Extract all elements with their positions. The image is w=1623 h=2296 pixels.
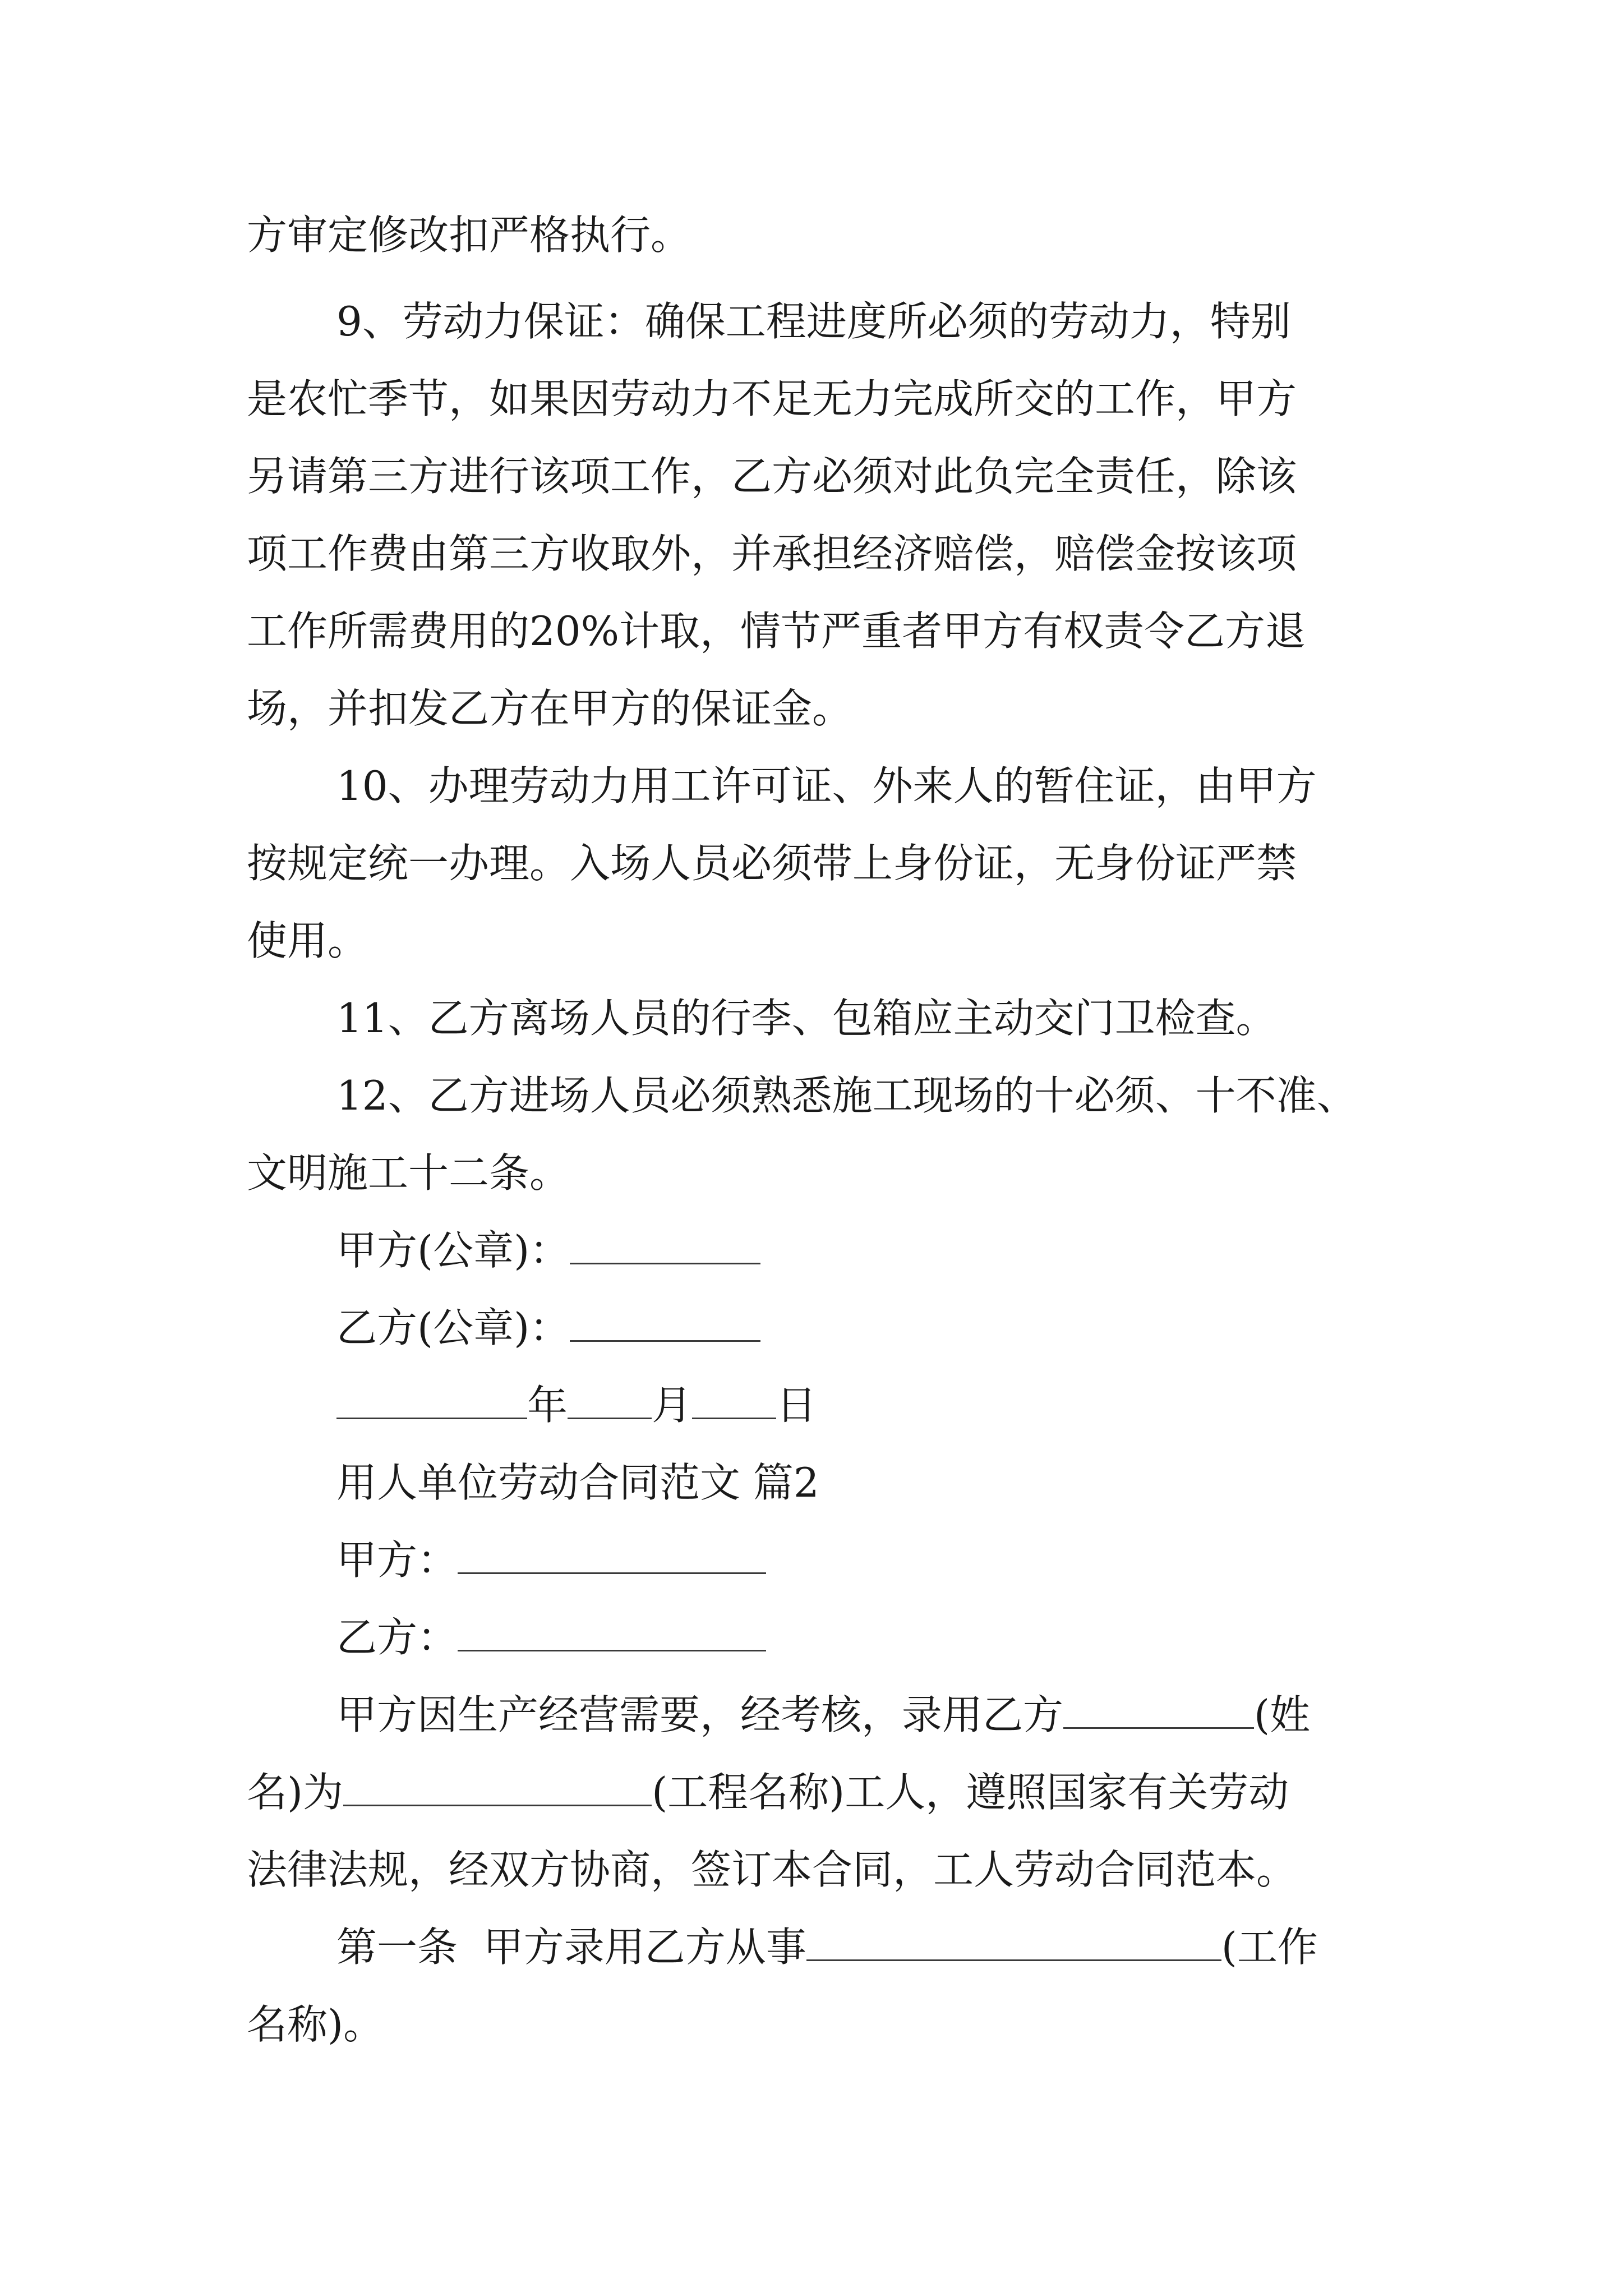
intro-text: (工程名称)工人，遵照国家有关劳动 <box>652 1769 1289 1816</box>
party-a-label: 甲方： <box>336 1536 458 1584</box>
year-label: 年 <box>527 1382 568 1429</box>
paragraph-line: 10、办理劳动力用工许可证、外来人的暂住证，由甲方 <box>336 762 1317 809</box>
paragraph-line: 方审定修改扣严格执行。 <box>247 211 691 259</box>
article-text: (工作 <box>1221 1924 1318 1971</box>
party-b-line <box>336 1599 766 1676</box>
paragraph-line: 11、乙方离场人员的行李、包箱应主动交门卫检查。 <box>336 995 1276 1042</box>
party-a-seal-blank[interactable] <box>570 1229 760 1264</box>
date-line <box>336 1366 817 1444</box>
article-line: 名称)。 <box>247 2001 384 2048</box>
day-label: 日 <box>776 1382 817 1429</box>
party-b-label: 乙方： <box>336 1614 458 1661</box>
party-b-seal-blank[interactable] <box>570 1306 760 1342</box>
paragraph-line: 另请第三方进行该项工作，乙方必须对此负完全责任，除该 <box>247 453 1297 500</box>
section-title: 用人单位劳动合同范文 篇2 <box>336 1459 819 1506</box>
party-a-line <box>336 1521 766 1599</box>
party-a-seal-label: 甲方(公章)： <box>336 1227 570 1274</box>
article-text: 第一条 甲方录用乙方从事 <box>336 1924 806 1971</box>
month-label: 月 <box>652 1382 693 1429</box>
party-b-blank[interactable] <box>458 1616 766 1651</box>
party-a-blank[interactable] <box>458 1539 766 1574</box>
party-b-seal-label: 乙方(公章)： <box>336 1304 570 1351</box>
party-b-seal-line <box>336 1289 760 1366</box>
year-blank[interactable] <box>336 1384 527 1419</box>
intro-text: 名)为 <box>247 1769 344 1816</box>
paragraph-line: 使用。 <box>247 917 368 964</box>
paragraph-line: 工作所需费用的20%计取，情节严重者甲方有权责令乙方退 <box>247 608 1306 655</box>
project-name-blank[interactable] <box>343 1771 652 1806</box>
intro-line <box>247 1754 1289 1831</box>
paragraph-line: 按规定统一办理。入场人员必须带上身份证，无身份证严禁 <box>247 840 1297 887</box>
intro-text: 甲方因生产经营需要，经考核，录用乙方 <box>336 1691 1064 1738</box>
article-line <box>336 1908 1318 1986</box>
paragraph-line: 场，并扣发乙方在甲方的保证金。 <box>247 685 853 732</box>
intro-line: 法律法规，经双方协商，签订本合同，工人劳动合同范本。 <box>247 1846 1297 1893</box>
month-blank[interactable] <box>568 1384 652 1419</box>
intro-line <box>336 1676 1310 1754</box>
paragraph-line: 12、乙方进场人员必须熟悉施工现场的十必须、十不准、 <box>336 1072 1357 1119</box>
party-a-seal-line <box>336 1212 760 1289</box>
day-blank[interactable] <box>692 1384 776 1419</box>
intro-text: (姓 <box>1254 1691 1311 1738</box>
paragraph-line: 是农忙季节，如果因劳动力不足无力完成所交的工作，甲方 <box>247 375 1297 422</box>
job-name-blank[interactable] <box>806 1926 1221 1961</box>
name-blank[interactable] <box>1063 1694 1254 1729</box>
paragraph-line: 9、劳动力保证：确保工程进度所必须的劳动力，特别 <box>336 298 1291 345</box>
paragraph-line: 项工作费由第三方收取外，并承担经济赔偿，赔偿金按该项 <box>247 530 1297 577</box>
paragraph-line: 文明施工十二条。 <box>247 1149 570 1197</box>
